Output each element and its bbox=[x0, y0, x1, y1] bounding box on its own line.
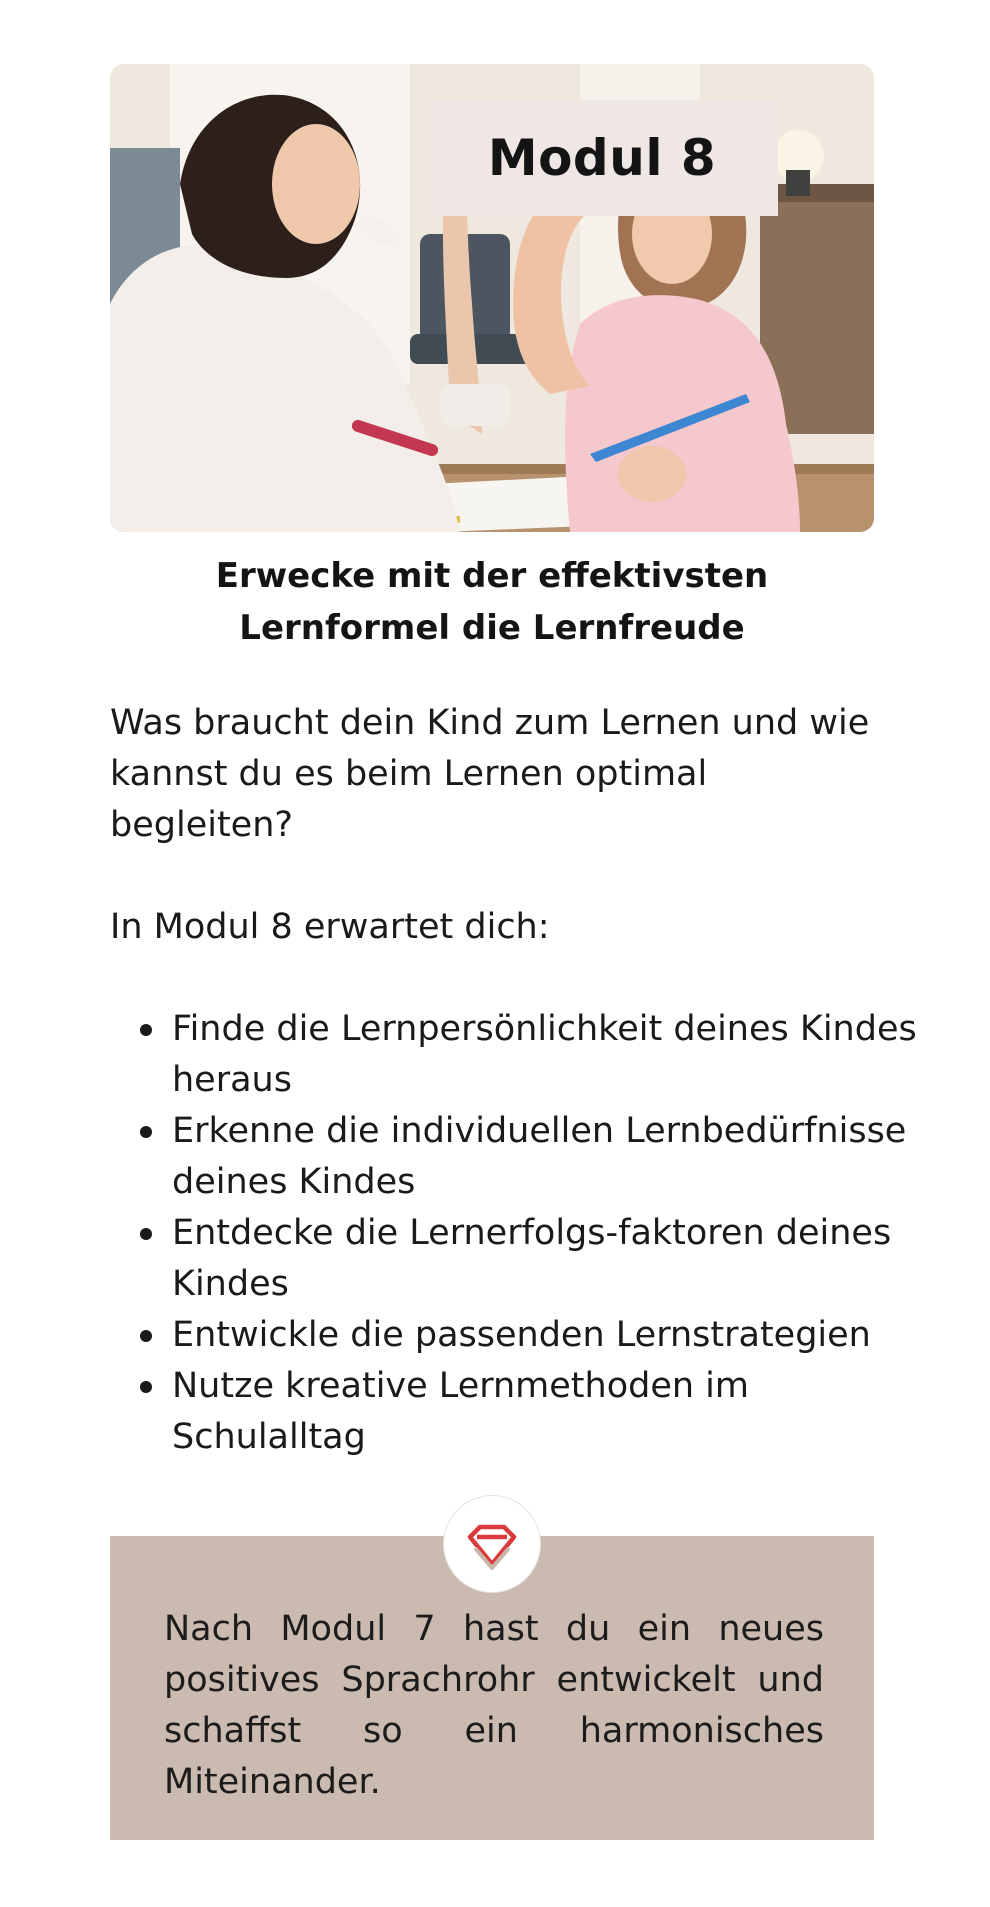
info-text: Nach Modul 7 hast du ein neues positives Sprachrohr entwickelt und schaffst so ein harmonisches Miteinander. bbox=[164, 1609, 824, 1802]
benefit-item: Finde die Lernpersönlichkeit deines Kindes heraus bbox=[172, 1004, 936, 1106]
module-subtitle: Erwecke mit der effektivsten Lernformel die Lernfreude bbox=[215, 556, 769, 648]
benefit-item: Entdecke die Lernerfolgs-faktoren deines Kindes bbox=[172, 1208, 936, 1310]
intro-text: Was braucht dein Kind zum Lernen und wie kannst du es beim Lernen optimal begleiten? bbox=[110, 703, 870, 845]
benefit-item: Entwickle die passenden Lernstrategien bbox=[172, 1310, 936, 1361]
benefit-item: Nutze kreative Lernmethoden im Schulalltag bbox=[172, 1361, 936, 1463]
benefits-list bbox=[110, 1004, 936, 1463]
diamond-brand-icon bbox=[444, 1496, 540, 1592]
module-title: Modul 8 bbox=[426, 100, 778, 216]
module-card bbox=[110, 64, 874, 532]
benefit-item: Erkenne die individuellen Lernbedürfnisse deines Kindes bbox=[172, 1106, 936, 1208]
benefits-lead: In Modul 8 erwartet dich: bbox=[110, 907, 550, 947]
